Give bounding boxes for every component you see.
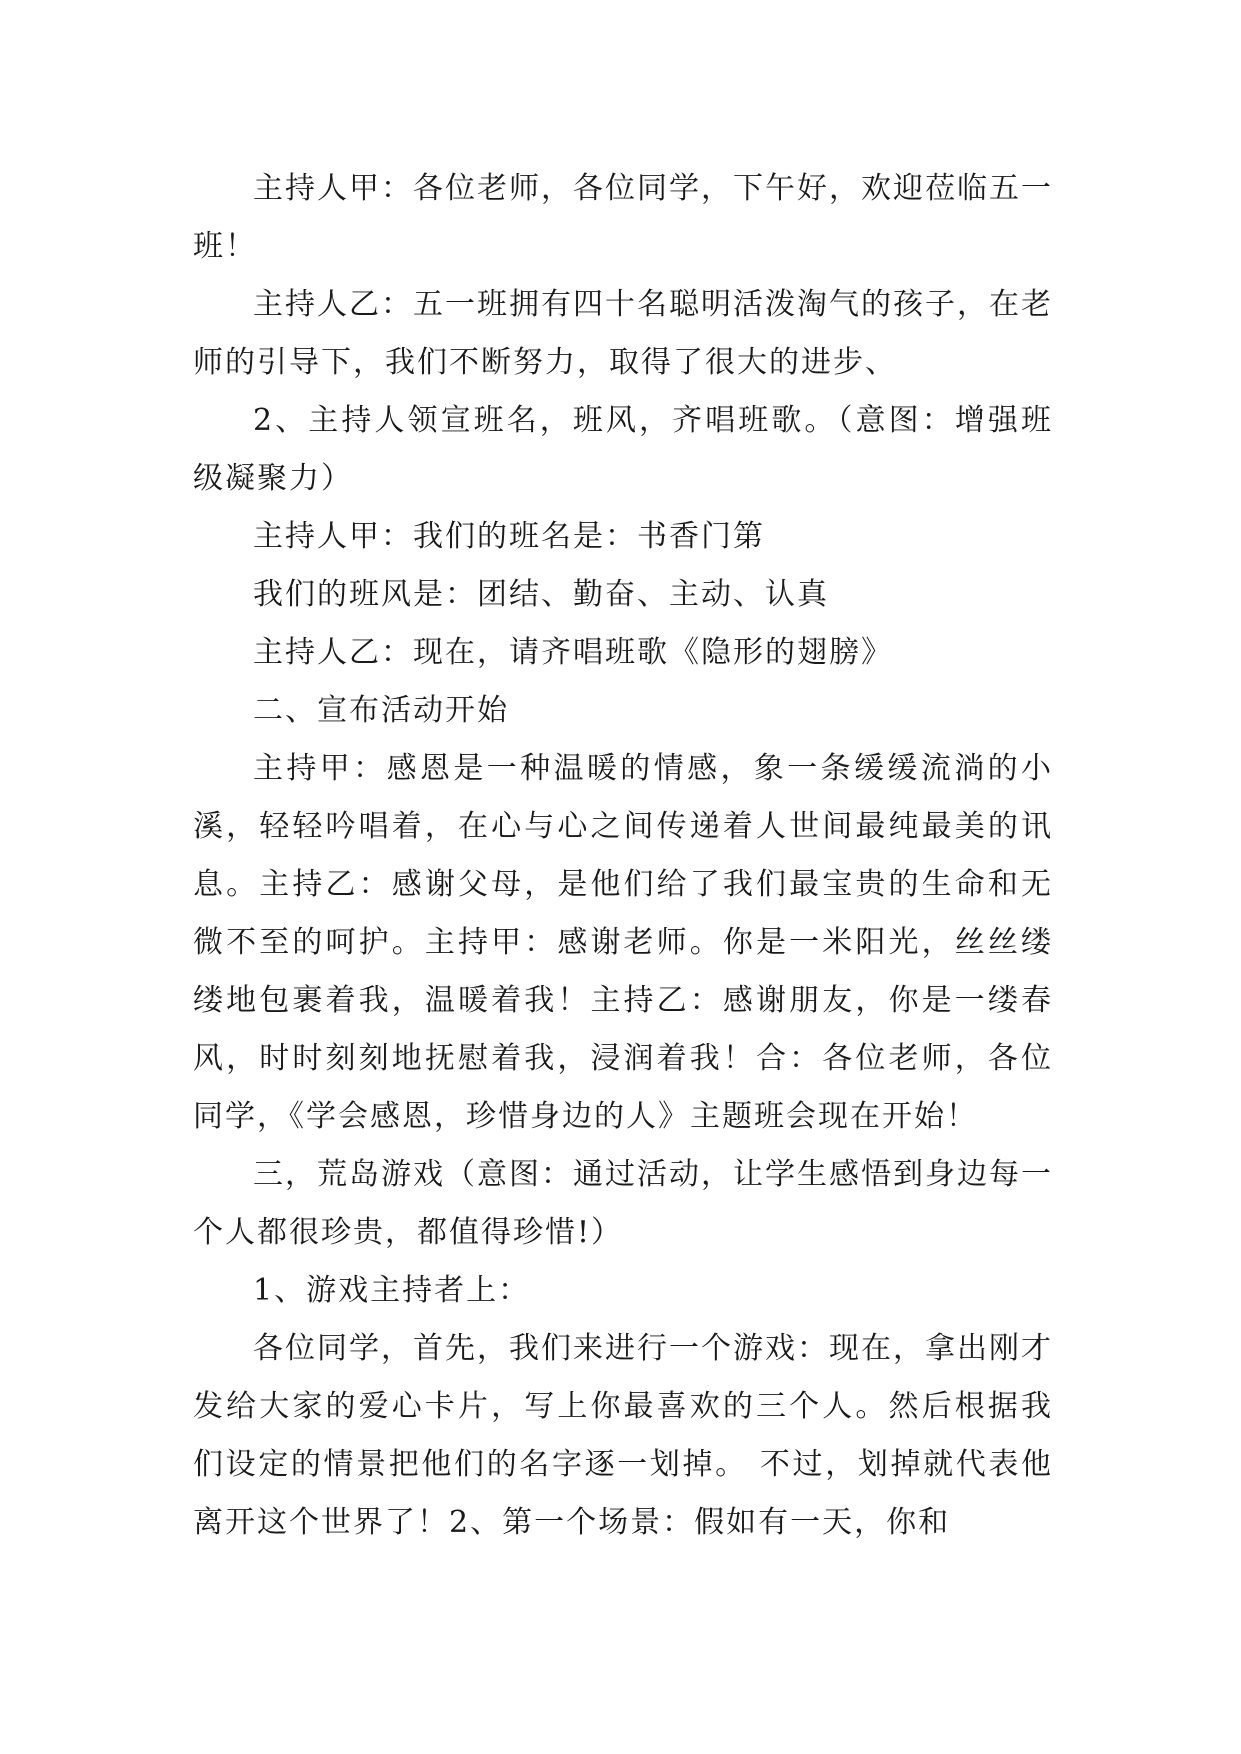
paragraph-host-a-greeting: 主持人甲：各位老师，各位同学，下午好，欢迎莅临五一班！ — [193, 171, 1053, 264]
section-heading-activity-start: 二、宣布活动开始 — [253, 693, 509, 728]
document-body — [193, 160, 1053, 1552]
paragraph-class-name-announcement: 2、主持人领宣班名，班风，齐唱班歌。（意图：增强班级凝聚力） — [193, 403, 1053, 496]
paragraph-class-motto: 我们的班风是：团结、勤奋、主动、认真 — [253, 577, 829, 612]
paragraph-host-b-intro: 主持人乙：五一班拥有四十名聪明活泼淘气的孩子，在老师的引导下，我们不断努力，取得了很大的进步、 — [193, 287, 1053, 380]
paragraph-game-instructions: 各位同学，首先，我们来进行一个游戏：现在，拿出刚才发给大家的爱心卡片，写上你最喜欢的三个人。然后根据我们设定的情景把他们的名字逐一划掉。 不过，划掉就代表他离开这个世界了！2、第一个场景：假如有一天，你和 — [193, 1331, 1053, 1540]
paragraph-class-name: 主持人甲：我们的班名是：书香门第 — [253, 519, 765, 554]
paragraph-gratitude-dialogue: 主持甲：感恩是一种温暖的情感，象一条缓缓流淌的小溪，轻轻吟唱着，在心与心之间传递着人世间最纯最美的讯息。主持乙：感谢父母，是他们给了我们最宝贵的生命和无微不至的呵护。主持甲：感谢老师。你是一米阳光，丝丝缕缕地包裹着我，温暖着我！主持乙：感谢朋友，你是一缕春风，时时刻刻地抚慰着我，浸润着我！合：各位老师，各位同学，《学会感恩，珍惜身边的人》主题班会现在开始！ — [193, 751, 1053, 1134]
paragraph-class-song: 主持人乙：现在，请齐唱班歌《隐形的翅膀》 — [253, 635, 893, 670]
section-heading-island-game: 三，荒岛游戏（意图：通过活动，让学生感悟到身边每一个人都很珍贵，都值得珍惜!） — [193, 1157, 1053, 1250]
paragraph-game-host: 1、游戏主持者上： — [253, 1273, 531, 1308]
